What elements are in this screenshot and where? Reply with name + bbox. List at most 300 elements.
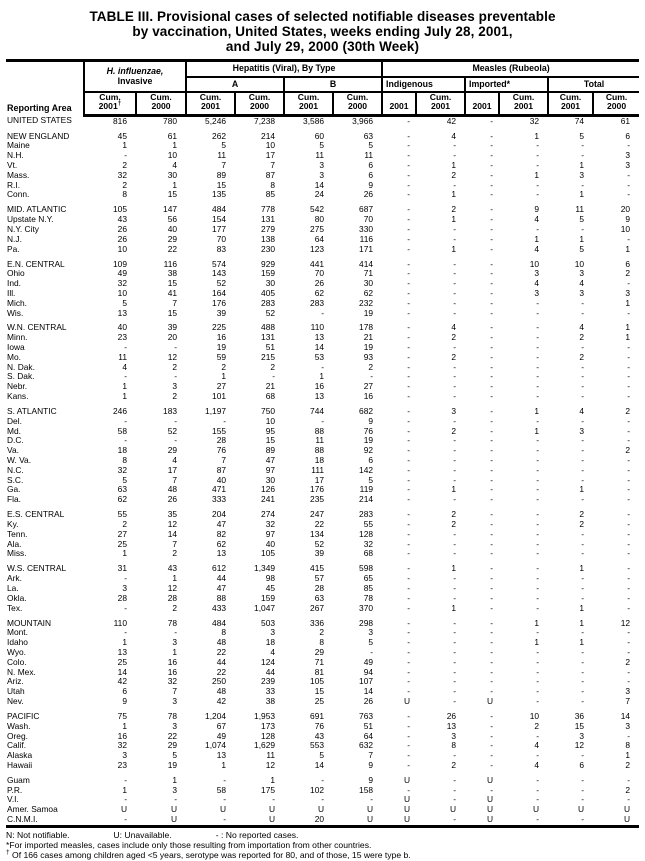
- value-cell: 64: [314, 233, 325, 244]
- value-cell: -: [627, 676, 631, 687]
- value-cell: 110: [310, 322, 325, 333]
- value-cell: -: [490, 494, 494, 505]
- value-cell: 9: [122, 695, 127, 706]
- value-cell: 3: [625, 159, 631, 170]
- value-cell: 11: [118, 351, 127, 362]
- value-cell: 3: [270, 627, 276, 638]
- header-group-row: [6, 61, 639, 78]
- table-title-line2: by vaccination, United States, weeks ending July 28, 2001,: [132, 24, 513, 39]
- value-cell: 763: [359, 710, 374, 721]
- value-cell: -: [453, 140, 457, 151]
- value-cell: -: [407, 391, 411, 402]
- value-cell: -: [453, 646, 457, 657]
- value-cell: -: [627, 425, 631, 436]
- legend-unavailable: U: Unavailable.: [113, 829, 172, 840]
- value-cell: -: [536, 774, 540, 785]
- column-header-10: Cum. 2001: [499, 92, 548, 115]
- value-cell: -: [627, 519, 631, 529]
- value-cell: -: [627, 494, 631, 505]
- value-cell: -: [490, 150, 494, 161]
- value-cell: 241: [261, 494, 276, 505]
- value-cell: 13: [314, 332, 325, 343]
- value-cell: 4: [534, 243, 540, 254]
- value-cell: -: [536, 730, 540, 741]
- value-cell: 40: [216, 474, 227, 485]
- value-cell: 14: [167, 528, 178, 539]
- value-cell: 44: [216, 656, 227, 667]
- value-cell: 3: [451, 730, 457, 741]
- reporting-area-cell: Minn.: [7, 332, 28, 343]
- value-cell: -: [490, 189, 494, 200]
- value-cell: -: [490, 445, 494, 456]
- value-cell: -: [490, 297, 494, 308]
- value-cell: 7,238: [254, 115, 276, 126]
- value-cell: 38: [265, 695, 276, 706]
- measles-group-header: Measles (Rubeola): [382, 61, 639, 78]
- value-cell: -: [407, 666, 411, 677]
- value-cell: 70: [216, 233, 227, 244]
- value-cell: -: [453, 774, 457, 785]
- value-cell: 7: [221, 159, 227, 170]
- value-cell: 9: [534, 204, 540, 215]
- value-cell: 3: [319, 159, 325, 170]
- value-cell: 9: [625, 214, 631, 225]
- value-cell: 5: [122, 297, 127, 308]
- value-cell: -: [124, 371, 127, 382]
- value-cell: -: [407, 406, 411, 417]
- value-cell: 88: [314, 445, 325, 456]
- value-cell: 61: [167, 130, 178, 141]
- value-cell: -: [581, 656, 585, 667]
- value-cell: 3: [534, 287, 540, 298]
- value-cell: 2: [451, 351, 457, 362]
- value-cell: -: [453, 666, 457, 677]
- value-cell: 235: [310, 494, 325, 505]
- value-cell: -: [407, 351, 411, 362]
- imported-header: Imported*: [465, 77, 548, 92]
- value-cell: -: [407, 223, 411, 234]
- value-cell: -: [490, 474, 494, 485]
- value-cell: -: [223, 774, 227, 785]
- value-cell: -: [370, 646, 374, 657]
- value-cell: 2: [625, 759, 631, 770]
- reporting-area-cell: Ariz.: [7, 676, 24, 687]
- value-cell: 10: [265, 415, 276, 426]
- value-cell: -: [407, 627, 411, 638]
- value-cell: 8: [319, 637, 325, 648]
- value-cell: -: [272, 794, 276, 805]
- value-cell: 75: [117, 710, 127, 721]
- reporting-area-cell: Ala.: [7, 538, 22, 549]
- value-cell: 29: [314, 646, 325, 657]
- value-cell: -: [407, 179, 411, 190]
- value-cell: 143: [212, 268, 227, 279]
- value-cell: 97: [265, 464, 276, 475]
- value-cell: 21: [363, 332, 374, 343]
- value-cell: 3: [579, 425, 585, 436]
- value-cell: -: [490, 332, 494, 343]
- reporting-area-cell: NEW ENGLAND: [7, 130, 70, 141]
- reporting-area-cell: Ark.: [7, 573, 22, 584]
- reporting-area-cell: Maine: [7, 140, 30, 151]
- value-cell: 134: [310, 528, 325, 539]
- value-cell: 5: [319, 750, 325, 761]
- value-cell: 92: [363, 445, 374, 456]
- value-cell: 1: [579, 617, 585, 628]
- value-cell: 68: [363, 548, 374, 559]
- value-cell: 1: [172, 774, 178, 785]
- reporting-area-cell: Fla.: [7, 494, 21, 505]
- value-cell: 8: [270, 179, 276, 190]
- value-cell: 11: [575, 204, 585, 215]
- value-cell: -: [407, 646, 411, 657]
- value-cell: -: [627, 415, 631, 426]
- value-cell: -: [407, 435, 411, 446]
- value-cell: -: [407, 563, 411, 574]
- value-cell: 1: [625, 322, 631, 333]
- value-cell: 2: [625, 784, 631, 795]
- value-cell: 52: [265, 307, 276, 318]
- value-cell: 333: [212, 494, 227, 505]
- value-cell: 16: [314, 381, 325, 392]
- value-cell: 7: [270, 159, 276, 170]
- value-cell: -: [453, 494, 457, 505]
- value-cell: 6: [625, 130, 631, 141]
- value-cell: 2: [579, 332, 585, 343]
- value-cell: 441: [310, 258, 325, 269]
- reporting-area-cell: Pa.: [7, 243, 20, 254]
- value-cell: -: [407, 150, 411, 161]
- value-cell: 12: [167, 582, 178, 593]
- value-cell: 230: [261, 243, 276, 254]
- value-cell: 67: [216, 720, 227, 731]
- value-cell: 26: [314, 278, 325, 289]
- value-cell: -: [490, 223, 494, 234]
- value-cell: 214: [359, 494, 374, 505]
- value-cell: -: [536, 538, 540, 549]
- value-cell: -: [536, 646, 540, 657]
- reporting-area-cell: Tex.: [7, 602, 23, 613]
- value-cell: -: [453, 455, 457, 466]
- value-cell: 6: [368, 159, 374, 170]
- value-cell: 52: [216, 278, 227, 289]
- value-cell: -: [536, 509, 540, 520]
- value-cell: -: [490, 602, 494, 613]
- value-cell: 178: [359, 322, 374, 333]
- value-cell: -: [536, 371, 540, 382]
- value-cell: 283: [261, 297, 276, 308]
- value-cell: 336: [310, 617, 325, 628]
- value-cell: -: [453, 464, 457, 475]
- value-cell: -: [581, 371, 585, 382]
- value-cell: 155: [212, 425, 227, 436]
- value-cell: 8: [625, 740, 631, 751]
- value-cell: 2: [579, 519, 585, 529]
- value-cell: -: [627, 435, 631, 446]
- value-cell: -: [536, 474, 540, 485]
- value-cell: -: [321, 361, 325, 372]
- value-cell: 6: [368, 169, 374, 180]
- value-cell: -: [536, 223, 540, 234]
- value-cell: 632: [359, 740, 374, 751]
- value-cell: -: [223, 415, 227, 426]
- value-cell: 53: [314, 351, 325, 362]
- value-cell: 76: [363, 425, 374, 436]
- value-cell: -: [124, 774, 127, 785]
- value-cell: 2: [579, 509, 585, 520]
- value-cell: -: [581, 381, 585, 392]
- value-cell: -: [536, 445, 540, 456]
- value-cell: -: [272, 371, 276, 382]
- value-cell: -: [581, 455, 585, 466]
- value-cell: 89: [216, 169, 227, 180]
- value-cell: -: [453, 435, 457, 446]
- value-cell: 1: [122, 720, 127, 731]
- value-cell: -: [536, 455, 540, 466]
- value-cell: -: [627, 774, 631, 785]
- value-cell: 2: [625, 268, 631, 279]
- value-cell: -: [490, 646, 494, 657]
- value-cell: 4: [579, 278, 585, 289]
- value-cell: 109: [113, 258, 127, 269]
- value-cell: 484: [212, 617, 227, 628]
- value-cell: -: [490, 130, 494, 141]
- reporting-area-cell: S. Dak.: [7, 371, 35, 382]
- value-cell: 10: [529, 710, 540, 721]
- value-cell: 58: [216, 784, 227, 795]
- value-cell: 3: [579, 730, 585, 741]
- value-cell: 126: [261, 484, 276, 495]
- value-cell: -: [407, 464, 411, 475]
- value-cell: -: [490, 720, 494, 731]
- value-cell: 19: [216, 342, 227, 353]
- value-cell: 484: [212, 204, 227, 215]
- value-cell: -: [407, 637, 411, 648]
- value-cell: 175: [261, 784, 276, 795]
- value-cell: -: [490, 381, 494, 392]
- value-cell: U: [449, 804, 457, 815]
- value-cell: -: [627, 464, 631, 475]
- reporting-area-cell: Va.: [7, 445, 19, 456]
- table-header: [6, 61, 639, 116]
- value-cell: 47: [265, 455, 276, 466]
- value-cell: -: [453, 223, 457, 234]
- value-cell: -: [321, 794, 325, 805]
- value-cell: -: [536, 656, 540, 667]
- value-cell: 13: [446, 720, 457, 731]
- value-cell: -: [490, 425, 494, 436]
- value-cell: -: [407, 332, 411, 343]
- value-cell: 1: [534, 406, 540, 417]
- value-cell: -: [490, 406, 494, 417]
- value-cell: -: [490, 740, 494, 751]
- value-cell: 15: [167, 189, 178, 200]
- value-cell: -: [627, 233, 631, 244]
- value-cell: 31: [117, 563, 127, 574]
- reporting-area-cell: Mass.: [7, 169, 30, 180]
- value-cell: 61: [620, 115, 631, 126]
- value-cell: -: [490, 204, 494, 215]
- table-row: [6, 190, 639, 200]
- value-cell: 14: [363, 686, 374, 697]
- value-cell: 2: [172, 602, 178, 613]
- reporting-area-cell: W.S. CENTRAL: [7, 563, 67, 574]
- value-cell: 119: [359, 484, 374, 495]
- value-cell: 176: [212, 297, 227, 308]
- value-cell: 3: [172, 695, 178, 706]
- value-cell: 5: [579, 243, 585, 254]
- value-cell: 2: [172, 361, 178, 372]
- value-cell: -: [581, 750, 585, 761]
- value-cell: -: [453, 287, 457, 298]
- value-cell: 71: [363, 268, 374, 279]
- value-cell: 778: [261, 204, 276, 215]
- value-cell: 5: [579, 214, 585, 225]
- value-cell: 15: [167, 307, 178, 318]
- value-cell: -: [407, 278, 411, 289]
- table-title: [6, 9, 639, 54]
- table-title-line1: TABLE III. Provisional cases of selected notifiable diseases preventable: [89, 9, 556, 24]
- value-cell: 1: [451, 214, 457, 225]
- value-cell: 20: [167, 332, 178, 343]
- value-cell: 36: [574, 710, 585, 721]
- value-cell: U: [268, 814, 276, 825]
- column-header-11: Cum. 2001: [548, 92, 593, 115]
- reporting-area-cell: Oreg.: [7, 730, 28, 741]
- value-cell: 48: [216, 686, 227, 697]
- value-cell: 225: [212, 322, 227, 333]
- reporting-area-cell: Ohio: [7, 268, 25, 279]
- value-cell: -: [581, 140, 585, 151]
- value-cell: -: [407, 519, 411, 529]
- value-cell: 15: [265, 435, 276, 446]
- value-cell: 7: [368, 750, 374, 761]
- value-cell: 19: [363, 435, 374, 446]
- reporting-area-cell: PACIFIC: [7, 710, 40, 721]
- value-cell: -: [581, 592, 585, 603]
- value-cell: 43: [167, 563, 178, 574]
- value-cell: -: [223, 814, 227, 825]
- value-cell: -: [490, 617, 494, 628]
- value-cell: 750: [261, 406, 276, 417]
- column-header-12: Cum. 2000: [593, 92, 639, 115]
- value-cell: -: [174, 435, 178, 446]
- reporting-area-cell: N.H.: [7, 150, 24, 161]
- value-cell: -: [627, 361, 631, 372]
- value-cell: 18: [265, 637, 276, 648]
- column-header-6: Cum. 2000: [333, 92, 382, 115]
- value-cell: -: [627, 169, 631, 180]
- value-cell: 1: [579, 563, 585, 574]
- value-cell: 3: [172, 720, 178, 731]
- value-cell: -: [453, 695, 457, 706]
- value-cell: 1: [534, 637, 540, 648]
- value-cell: 5,246: [205, 115, 227, 126]
- value-cell: -: [407, 307, 411, 318]
- value-cell: -: [490, 666, 494, 677]
- value-cell: -: [407, 494, 411, 505]
- value-cell: -: [536, 435, 540, 446]
- reporting-area-cell: Vt.: [7, 159, 18, 170]
- value-cell: 13: [314, 391, 325, 402]
- value-cell: U: [403, 814, 411, 825]
- value-cell: 246: [113, 406, 127, 417]
- value-cell: -: [490, 214, 494, 225]
- value-cell: 1: [172, 573, 178, 584]
- value-cell: 1: [534, 130, 540, 141]
- legend-no-reported-cases: - : No reported cases.: [215, 829, 299, 840]
- value-cell: 232: [359, 297, 374, 308]
- value-cell: 49: [363, 656, 374, 667]
- value-cell: -: [581, 582, 585, 593]
- value-cell: 76: [216, 445, 227, 456]
- value-cell: 2: [172, 548, 178, 559]
- value-cell: 101: [212, 391, 227, 402]
- value-cell: -: [124, 342, 127, 353]
- value-cell: 2: [172, 391, 178, 402]
- value-cell: 1: [579, 159, 585, 170]
- reporting-area-cell: MOUNTAIN: [7, 617, 52, 628]
- value-cell: 2: [451, 169, 457, 180]
- reporting-area-cell: V.I.: [7, 794, 19, 805]
- value-cell: 14: [117, 666, 127, 677]
- value-cell: -: [453, 627, 457, 638]
- value-cell: 131: [261, 214, 276, 225]
- value-cell: -: [536, 381, 540, 392]
- value-cell: -: [490, 278, 494, 289]
- value-cell: 1,047: [254, 602, 276, 613]
- value-cell: 177: [212, 223, 227, 234]
- reporting-area-cell: Guam: [7, 774, 30, 785]
- header-column-row: [6, 92, 639, 115]
- value-cell: 14: [314, 759, 325, 770]
- value-cell: 283: [310, 297, 325, 308]
- value-cell: 22: [216, 666, 227, 677]
- value-cell: U: [486, 814, 494, 825]
- reporting-area-cell: S.C.: [7, 474, 24, 485]
- value-cell: 17: [265, 150, 276, 161]
- value-cell: -: [407, 243, 411, 254]
- value-cell: 3: [625, 287, 631, 298]
- value-cell: 9: [368, 415, 374, 426]
- value-cell: -: [627, 538, 631, 549]
- value-cell: -: [536, 361, 540, 372]
- value-cell: -: [453, 268, 457, 279]
- value-cell: 20: [314, 814, 325, 825]
- value-cell: 29: [167, 233, 178, 244]
- value-cell: 4: [172, 455, 178, 466]
- value-cell: 45: [117, 130, 127, 141]
- value-cell: 32: [117, 278, 127, 289]
- value-cell: 7: [172, 538, 178, 549]
- value-cell: 68: [265, 391, 276, 402]
- value-cell: 14: [314, 342, 325, 353]
- value-cell: 158: [359, 784, 374, 795]
- value-cell: 1,197: [205, 406, 227, 417]
- value-cell: 1,629: [254, 740, 276, 751]
- value-cell: -: [581, 179, 585, 190]
- value-cell: -: [490, 435, 494, 446]
- value-cell: 1: [172, 179, 178, 190]
- value-cell: -: [581, 646, 585, 657]
- value-cell: -: [627, 455, 631, 466]
- value-cell: -: [536, 140, 540, 151]
- value-cell: -: [581, 415, 585, 426]
- value-cell: 1: [534, 425, 540, 436]
- value-cell: 26: [363, 695, 374, 706]
- value-cell: -: [627, 381, 631, 392]
- value-cell: 78: [363, 592, 374, 603]
